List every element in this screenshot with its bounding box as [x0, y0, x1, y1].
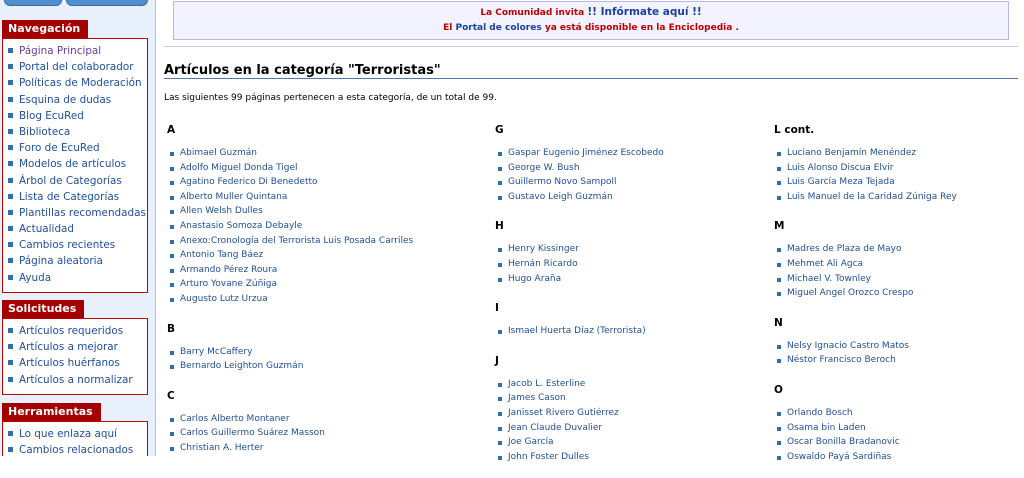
portlet-title: Solicitudes — [2, 300, 84, 318]
article-link[interactable]: Hernán Ricardo — [495, 257, 765, 272]
sidebar-item-articulos-huerfanos[interactable] — [3, 355, 147, 371]
article-link[interactable]: Bernardo Leighton Guzmán — [167, 359, 487, 374]
bullet-icon — [8, 242, 13, 247]
sidebar-item-pagina-principal[interactable] — [3, 43, 147, 59]
letter-group — [495, 218, 765, 286]
tools-list — [3, 426, 147, 456]
article-link[interactable]: Arturo Yovane Zúñiga — [167, 277, 487, 292]
article-link[interactable]: Ismael Huerta Díaz (Terrorista) — [495, 324, 765, 339]
letter-group — [774, 218, 1019, 300]
sidebar-item-label: Biblioteca — [19, 125, 71, 138]
article-link[interactable]: Michael V. Townley — [774, 272, 1019, 287]
bullet-icon — [8, 178, 13, 183]
navigation-list — [3, 43, 147, 286]
notice-text: El — [443, 23, 453, 33]
article-link[interactable]: Osama bin Laden — [774, 421, 1019, 436]
letter-group — [495, 300, 765, 339]
article-link[interactable]: Miguel Angel Orozco Crespo — [774, 286, 1019, 301]
sidebar-item-biblioteca[interactable] — [3, 124, 147, 140]
sidebar-item-label: Plantillas recomendadas — [19, 206, 146, 219]
bullet-icon — [8, 447, 13, 452]
letter-group — [167, 388, 487, 456]
bullet-icon — [8, 145, 13, 150]
bullet-icon — [8, 431, 13, 436]
sidebar-item-esquina-de-dudas[interactable] — [3, 92, 147, 108]
content-area — [155, 0, 1024, 462]
letter-heading: M — [774, 220, 785, 233]
sidebar-item-label: Políticas de Moderación — [19, 77, 142, 90]
divider — [164, 46, 1018, 47]
sidebar-item-label: Artículos huérfanos — [19, 357, 120, 370]
notice-portal-link[interactable]: Portal de colores — [455, 23, 542, 33]
sidebar-item-label: Página aleatoria — [19, 255, 103, 268]
tools-portlet — [2, 400, 148, 456]
article-link[interactable]: Antonio Tang Báez — [167, 248, 487, 263]
letter-heading: J — [495, 354, 499, 367]
category-column — [774, 122, 1019, 478]
article-link[interactable]: Madres de Plaza de Mayo — [774, 242, 1019, 257]
article-link[interactable]: George W. Bush — [495, 161, 765, 176]
sidebar-item-arbol-de-categorias[interactable] — [3, 173, 147, 189]
sidebar-item-label: Blog EcuRed — [19, 109, 84, 122]
sidebar-item-foro-de-ecured[interactable] — [3, 140, 147, 156]
article-link[interactable]: Gaspar Eugenio Jiménez Escobedo — [495, 146, 765, 161]
letter-heading: L cont. — [774, 124, 815, 136]
article-link[interactable]: Joe García — [495, 435, 765, 450]
top-tab-button[interactable] — [66, 0, 148, 6]
article-link[interactable]: Luis Manuel de la Caridad Zúniga Rey — [774, 190, 1019, 205]
sidebar-item-modelos-de-articulos[interactable] — [3, 156, 147, 172]
sidebar-item-label: Esquina de dudas — [19, 93, 112, 106]
category-column — [495, 122, 765, 478]
article-list — [495, 377, 765, 465]
article-link[interactable]: Luis Alonso Discua Elvir — [774, 161, 1019, 176]
requests-list — [3, 323, 147, 388]
sidebar-item-label: Cambios recientes — [19, 239, 116, 252]
article-link[interactable]: Barry McCaffery — [167, 345, 487, 360]
site-notice — [173, 1, 1009, 40]
article-list — [167, 146, 487, 307]
bullet-icon — [8, 344, 13, 349]
article-link[interactable]: Carlos Guillermo Suárez Masson — [167, 426, 487, 441]
sidebar-item-articulos-a-normalizar[interactable] — [3, 372, 147, 388]
sidebar-item-label: Portal del colaborador — [19, 61, 134, 74]
article-link[interactable]: Agatino Federico Di Benedetto — [167, 175, 487, 190]
sidebar-item-label: Ayuda — [19, 271, 52, 284]
article-list — [495, 324, 765, 339]
portlet-title: Herramientas — [2, 403, 101, 421]
sidebar-item-lo-que-enlaza-aqui[interactable] — [3, 426, 147, 442]
sidebar — [0, 0, 155, 456]
requests-portlet — [2, 297, 148, 395]
article-link[interactable]: Gustavo Leigh Guzmán — [495, 190, 765, 205]
bullet-icon — [8, 161, 13, 166]
sidebar-item-label: Artículos a normalizar — [19, 373, 133, 386]
article-link[interactable]: Augusto Lutz Urzua — [167, 292, 487, 307]
letter-group — [167, 122, 487, 307]
sidebar-item-label: Árbol de Categorías — [19, 174, 122, 187]
letter-heading: O — [774, 383, 783, 396]
letter-heading: I — [495, 302, 499, 315]
sidebar-item-blog-ecured[interactable] — [3, 108, 147, 124]
letter-group — [495, 122, 765, 204]
notice-text: ya está disponible en la Enciclopedia — [544, 23, 733, 33]
bullet-icon — [8, 360, 13, 365]
article-link[interactable]: Néstor Francisco Beroch — [774, 353, 1019, 368]
sidebar-item-portal-del-colaborador[interactable] — [3, 59, 147, 75]
category-intro: Las siguientes 99 páginas pertenecen a esta categoría, de un total de 99. — [164, 93, 497, 103]
sidebar-item-label: Foro de EcuRed — [19, 142, 100, 155]
navigation-portlet — [2, 17, 148, 293]
letter-heading: A — [167, 124, 176, 136]
bullet-icon — [8, 258, 13, 263]
article-link[interactable]: Luis García Meza Tejada — [774, 175, 1019, 190]
article-link[interactable]: Alberto Muller Quintana — [167, 190, 487, 205]
letter-heading: C — [167, 389, 175, 402]
article-link[interactable]: Allen Welsh Dulles — [167, 204, 487, 219]
article-link[interactable]: Henry Kissinger — [495, 242, 765, 257]
sidebar-item-pagina-aleatoria[interactable] — [3, 253, 147, 269]
article-link[interactable]: Christian A. Herter — [167, 441, 487, 456]
notice-info-link[interactable]: !! Infórmate aquí !! — [587, 6, 702, 18]
letter-group — [167, 321, 487, 374]
sidebar-item-articulos-a-mejorar[interactable] — [3, 339, 147, 355]
article-list — [774, 146, 1019, 204]
bullet-icon — [8, 226, 13, 231]
article-link[interactable]: Armando Pérez Roura — [167, 263, 487, 278]
sidebar-item-plantillas-recomendadas[interactable] — [3, 205, 147, 221]
bullet-icon — [8, 48, 13, 53]
bullet-icon — [8, 194, 13, 199]
category-column — [167, 122, 487, 470]
letter-group — [774, 122, 1019, 204]
article-link[interactable]: Guillermo Novo Sampoll — [495, 175, 765, 190]
article-list — [774, 339, 1019, 368]
sidebar-item-label: Artículos requeridos — [19, 325, 124, 337]
article-link[interactable]: Carlos Alberto Montaner — [167, 412, 487, 427]
letter-heading: B — [167, 322, 176, 335]
article-link[interactable]: Oscar Bonilla Bradanovic — [774, 435, 1019, 450]
article-link[interactable]: Oswaldo Payá Sardiñas — [774, 450, 1019, 465]
article-link[interactable]: Nelsy Ignacio Castro Matos — [774, 339, 1019, 354]
article-link[interactable]: Anastasio Somoza Debayle — [167, 219, 487, 234]
title-underline — [164, 78, 1018, 79]
article-link[interactable]: Hugo Araña — [495, 272, 765, 287]
article-link[interactable]: Jean Claude Duvalier — [495, 421, 765, 436]
letter-group — [774, 315, 1019, 368]
bullet-icon — [8, 129, 13, 134]
bullet-icon — [8, 275, 13, 280]
article-link[interactable]: Orlando Bosch — [774, 406, 1019, 421]
top-tab-button[interactable] — [4, 0, 62, 6]
letter-group — [495, 353, 765, 465]
article-link[interactable]: Janisset Rivero Gutiérrez — [495, 406, 765, 421]
bullet-icon — [8, 210, 13, 215]
sidebar-item-articulos-requeridos[interactable] — [3, 323, 147, 339]
article-link[interactable]: Adolfo Miguel Donda Tigel — [167, 161, 487, 176]
letter-heading: G — [495, 124, 504, 136]
bullet-icon — [8, 377, 13, 382]
sidebar-item-politicas-de-moderacion[interactable] — [3, 75, 147, 91]
letter-heading: N — [774, 316, 783, 329]
notice-community-link[interactable]: La Comunidad invita — [480, 8, 585, 18]
portlet-title: Navegación — [2, 20, 88, 38]
article-list — [495, 242, 765, 286]
sidebar-item-cambios-recientes[interactable] — [3, 237, 147, 253]
article-link[interactable]: Jacob L. Esterline — [495, 377, 765, 392]
sidebar-item-cambios-relacionados[interactable] — [3, 442, 147, 456]
article-link[interactable]: John Foster Dulles — [495, 450, 765, 465]
bullet-icon — [8, 80, 13, 85]
sidebar-item-ayuda[interactable] — [3, 270, 147, 286]
sidebar-item-label: Lo que enlaza aquí — [19, 428, 117, 440]
sidebar-item-label: Artículos a mejorar — [19, 341, 118, 354]
article-link[interactable]: James Cason — [495, 391, 765, 406]
sidebar-item-label: Página Principal — [19, 45, 102, 57]
sidebar-item-label: Actualidad — [19, 223, 74, 236]
sidebar-item-label: Cambios relacionados — [19, 444, 134, 456]
bullet-icon — [8, 64, 13, 69]
page-title: Artículos en la categoría "Terroristas" — [164, 63, 441, 78]
bullet-icon — [8, 113, 13, 118]
article-link[interactable]: Mehmet Ali Agca — [774, 257, 1019, 272]
article-link[interactable]: Luciano Benjamín Menéndez — [774, 146, 1019, 161]
sidebar-item-label: Modelos de artículos — [19, 158, 127, 171]
sidebar-item-lista-de-categorias[interactable] — [3, 189, 147, 205]
article-list — [495, 146, 765, 204]
article-list — [167, 412, 487, 456]
article-link[interactable]: Anexo:Cronología del Terrorista Luis Posada Carriles — [167, 234, 487, 249]
article-link[interactable]: Abimael Guzmán — [167, 146, 487, 161]
sidebar-item-actualidad[interactable] — [3, 221, 147, 237]
article-list — [774, 242, 1019, 300]
bullet-icon — [8, 97, 13, 102]
letter-heading: H — [495, 220, 504, 233]
sidebar-item-label: Lista de Categorías — [19, 190, 120, 203]
notice-text: . — [735, 23, 739, 33]
article-list — [167, 345, 487, 374]
letter-group — [774, 382, 1019, 464]
bullet-icon — [8, 328, 13, 333]
